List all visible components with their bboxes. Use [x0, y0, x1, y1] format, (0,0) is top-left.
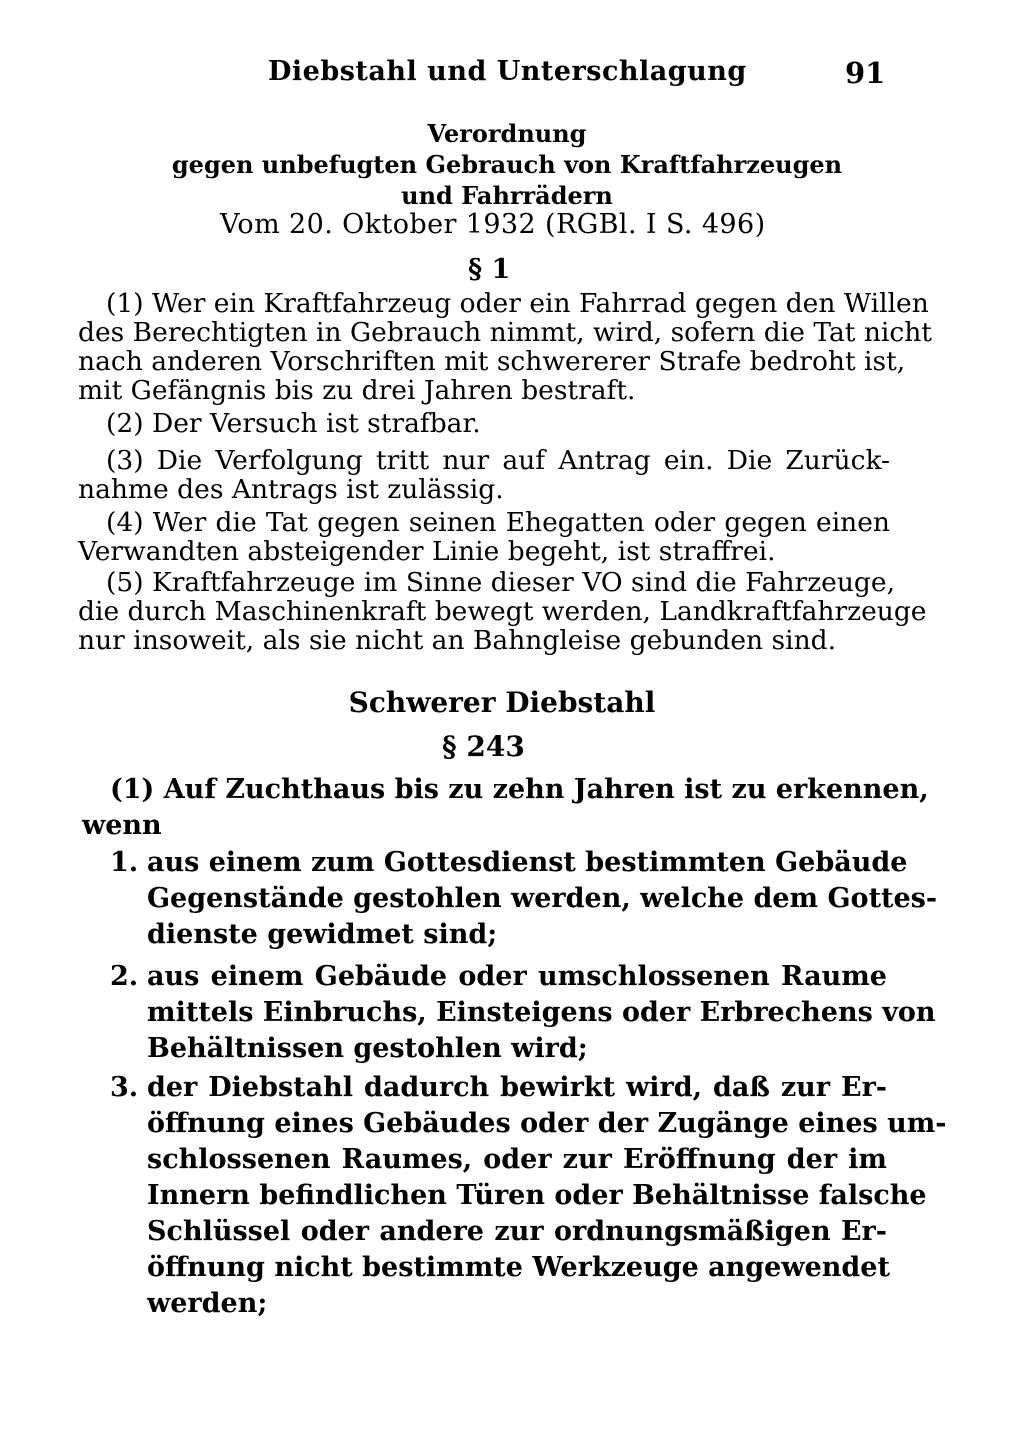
page-number: 91 — [845, 56, 886, 90]
text-line: (4) Wer die Tat gegen seinen Ehegatten oder gegen einen — [106, 507, 890, 538]
verordnung-title-line: Verordnung — [427, 119, 587, 148]
section-sign-243: § 243 — [442, 730, 525, 763]
running-title: Diebstahl und Unterschlagung — [268, 56, 747, 87]
text-line: (1) Auf Zuchthaus bis zu zehn Jahren ist zu erkennen, — [110, 774, 929, 805]
text-line: der Diebstahl dadurch bewirkt wird, daß zur Er- — [147, 1072, 887, 1103]
text-line: Schlüssel oder andere zur ordnungsmäßigen Er- — [147, 1216, 887, 1247]
section-heading: Schwerer Diebstahl — [348, 686, 656, 719]
verordnung-title-line: gegen unbefugten Gebrauch von Kraftfahrzeugen — [171, 150, 843, 179]
paragraph-3 — [78, 446, 890, 504]
text-line: die durch Maschinenkraft bewegt werden, Landkraftfahrzeuge — [78, 596, 927, 627]
list-item-number: 1. — [110, 847, 139, 878]
paragraph-5 — [78, 567, 927, 656]
paragraph-4 — [78, 508, 890, 566]
text-line: nahme des Antrags ist zulässig. — [78, 474, 504, 505]
text-line: schlossenen Raumes, oder zur Eröffnung der im — [147, 1144, 887, 1175]
text-line: (5) Kraftfahrzeuge im Sinne dieser VO sind die Fahrzeuge, — [106, 567, 895, 598]
section-243-intro — [82, 772, 929, 844]
text-line: mit Gefängnis bis zu drei Jahren bestraft. — [78, 375, 636, 406]
text-line: Gegenstände gestohlen werden, welche dem Gottes- — [147, 883, 938, 914]
paragraph-1 — [78, 288, 932, 406]
text-line: öffnung eines Gebäudes oder der Zugänge eines um- — [147, 1108, 947, 1139]
paragraph-2 — [78, 409, 890, 438]
list-item-number: 2. — [110, 961, 139, 992]
list-item-number: 3. — [110, 1072, 139, 1103]
list-item-text — [147, 959, 936, 1067]
text-line: wenn — [82, 810, 162, 841]
text-line: dienste gewidmet sind; — [147, 919, 498, 950]
text-line: aus einem zum Gottesdienst bestimmten Gebäude — [147, 847, 908, 878]
text-line: aus einem Gebäude oder umschlossenen Raume — [147, 961, 887, 992]
text-line: (1) Wer ein Kraftfahrzeug oder ein Fahrrad gegen den Willen — [106, 288, 929, 319]
text-line: öffnung nicht bestimmte Werkzeuge angewendet — [147, 1252, 890, 1283]
verordnung-date: Vom 20. Oktober 1932 (RGBl. I S. 496) — [220, 209, 766, 240]
text-line: nach anderen Vorschriften mit schwererer Strafe bedroht ist, — [78, 346, 906, 377]
list-item-text — [147, 1070, 947, 1322]
text-line: werden; — [147, 1288, 268, 1319]
text-line: Behältnissen gestohlen wird; — [147, 1033, 588, 1064]
text-line: (3) Die Verfolgung tritt nur auf Antrag ein. Die Zurück- — [106, 445, 890, 476]
section-sign-1: § 1 — [468, 254, 511, 285]
text-line: mittels Einbruchs, Einsteigens oder Erbrechens von — [147, 997, 936, 1028]
text-line: nur insoweit, als sie nicht an Bahngleise gebunden sind. — [78, 625, 837, 656]
text-line: (2) Der Versuch ist strafbar. — [106, 408, 481, 439]
verordnung-title — [0, 118, 1024, 211]
text-line: Innern befindlichen Türen oder Behältnisse falsche — [147, 1180, 927, 1211]
verordnung-title-line: und Fahrrädern — [401, 181, 613, 210]
list-item-text — [147, 845, 938, 953]
text-line: des Berechtigten in Gebrauch nimmt, wird, sofern die Tat nicht — [78, 317, 932, 348]
text-line: Verwandten absteigender Linie begeht, ist straffrei. — [78, 536, 776, 567]
